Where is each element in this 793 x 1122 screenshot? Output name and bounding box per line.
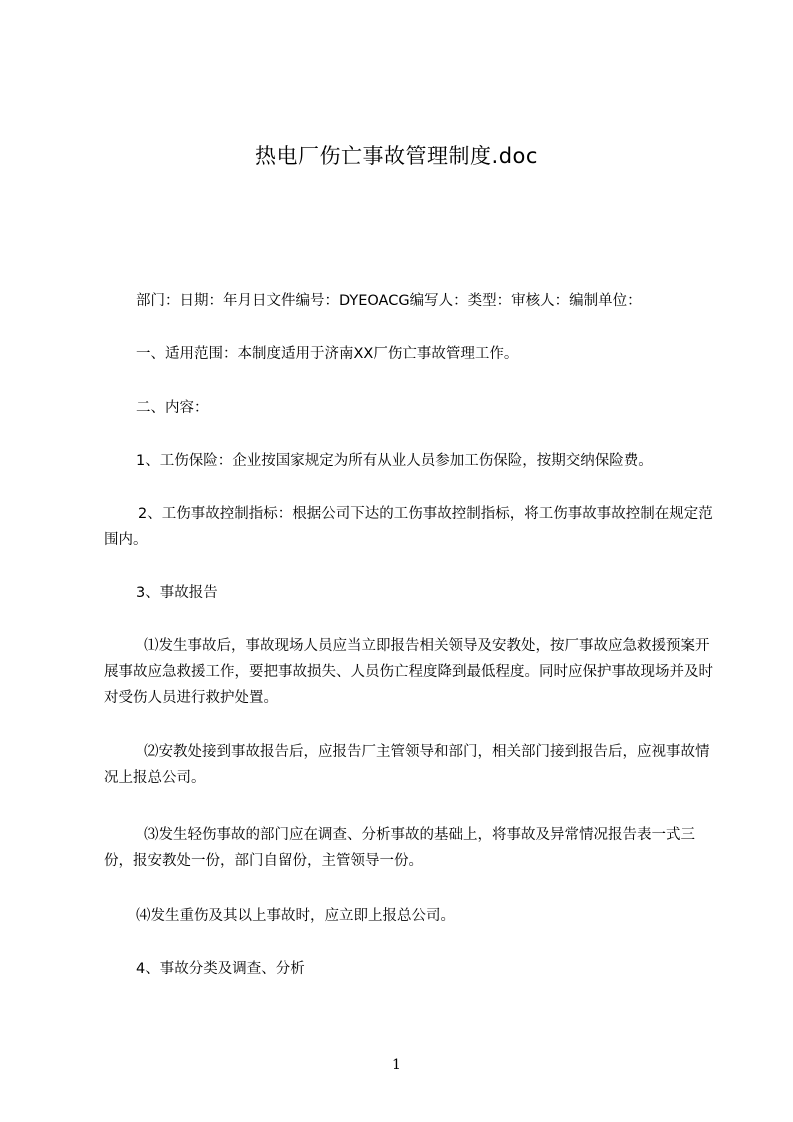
paragraph-report-2: ⑵安教处接到事故报告后，应报告厂主管领导和部门，相关部门接到报告后，应视事故情况上报总公司。: [104, 744, 710, 786]
paragraph-scope: 一、适用范围：本制度适用于济南XX厂伤亡事故管理工作。: [136, 346, 519, 362]
paragraph-insurance: 1、工伤保险：企业按国家规定为所有从业人员参加工伤保险，按期交纳保险费。: [136, 453, 653, 469]
paragraph-control-index: 2、工伤事故控制指标：根据公司下达的工伤事故控制指标，将工伤事故事故控制在规定范围内。: [104, 506, 713, 548]
document-title: 热电厂伤亡事故管理制度.doc: [255, 144, 538, 168]
paragraph-report-1: ⑴发生事故后，事故现场人员应当立即报告相关领导及安教处，按厂事故应急救援预案开展事故应急救援工作，要把事故损失、人员伤亡程度降到最低程度。同时应保护事故现场并及时对受伤人员进行救护处置。: [104, 638, 713, 706]
paragraph-content-heading: 二、内容：: [136, 400, 209, 416]
page-number: 1: [392, 1057, 401, 1073]
paragraph-report-heading: 3、事故报告: [136, 585, 218, 601]
paragraph-report-3: ⑶发生轻伤事故的部门应在调查、分析事故的基础上，将事故及异常情况报告表一式三份，报安教处一份，部门自留份，主管领导一份。: [104, 827, 695, 869]
paragraph-report-4: ⑷发生重伤及其以上事故时，应立即上报总公司。: [136, 908, 455, 924]
meta-line: 部门：日期：年月日文件编号：DYEOACG编写人：类型：审核人：编制单位：: [136, 293, 642, 309]
paragraph-classification-heading: 4、事故分类及调查、分析: [136, 961, 305, 977]
